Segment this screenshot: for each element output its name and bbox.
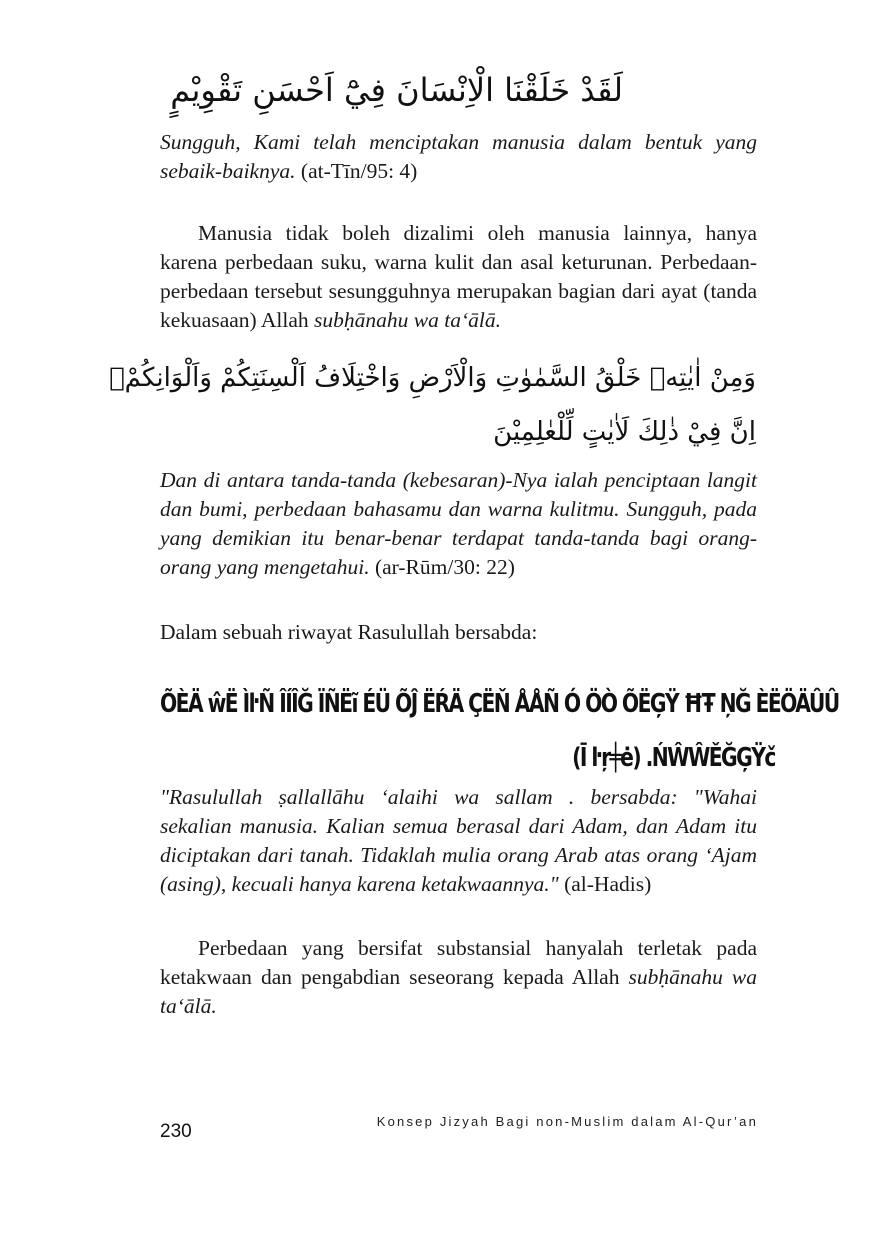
translation-ar-rum xyxy=(160,466,757,582)
citation: (at-Tīn/95: 4) xyxy=(300,159,418,183)
arabic-verse-ar-rum-line2: اِنَّ فِيْ ذٰلِكَ لَاٰيٰتٍ لِّلْعٰلِمِيْنَ xyxy=(493,417,756,447)
citation: (ar-Rūm/30: 22) xyxy=(374,555,515,579)
paragraph-ethnicity xyxy=(160,219,757,335)
page-number: 230 xyxy=(160,1121,192,1142)
hadith-arabic-garbled-line1: ÕÈÄ ŵË ÌŀÑ ÎÍÎĞ ÏÑËĩ ÉÜ ÕĴ ËŔÄ ÇËŇ ÅÅÑ Ó ÖÒ ÕËĢŸ ĦŦ ŅĞ ÈËÖÄÛÛ xyxy=(160,689,839,719)
translation-hadith xyxy=(160,783,757,899)
translation-at-tin xyxy=(160,128,757,186)
citation: (al-Hadis) xyxy=(564,872,652,896)
paragraph-hadith-intro: Dalam sebuah riwayat Rasulullah bersabda: xyxy=(160,620,538,644)
arabic-verse-ar-rum-line1: وَمِنْ اٰيٰتِهٖ خَلْقُ السَّمٰوٰتِ وَالْاَرْضِ وَاخْتِلَافُ اَلْسِنَتِكُمْ وَاَلْوَانِكُمْۗ xyxy=(109,363,756,393)
paragraph-text: Perbedaan yang bersifat substansial hanyalah terletak pada ketakwaan dan pengabdian seseorang kepada Allah xyxy=(160,936,757,989)
translation-text: Dan di antara tanda-tanda (kebesaran)-Nya ialah penciptaan langit dan bumi, perbedaan bahasamu dan warna kulitmu. Sungguh, pada yang demikian itu benar-benar terdapat tanda-tanda bagi orang-orang yang mengetahui. xyxy=(160,468,757,579)
running-footer-title: Konsep Jizyah Bagi non-Muslim dalam Al-Qur’an xyxy=(376,1114,758,1129)
translation-text: Sungguh, Kami telah menciptakan manusia dalam bentuk yang sebaik-baiknya. xyxy=(160,130,757,183)
arabic-verse-at-tin: لَقَدْ خَلَقْنَا الْاِنْسَانَ فِيْٓ اَحْسَنِ تَقْوِيْمٍ xyxy=(170,71,623,109)
hadith-arabic-garbled-line2: (Ī ŀŗ╪ė) .ŃŴŴĚĞĢŸč xyxy=(572,743,775,773)
translation-text: "Rasulullah ṣallallāhu ‘alaihi wa sallam . bersabda: "Wahai sekalian manusia. Kalian semua berasal dari Adam, dan Adam itu diciptakan dari tanah. Tidaklah mulia orang Arab atas orang ‘Ajam (asing), kecuali hanya karena ketakwaannya." xyxy=(160,785,757,896)
honorific: subḥānahu wa ta‘ālā. xyxy=(314,308,501,332)
paragraph-substantial xyxy=(160,934,757,1021)
paragraph-text: Manusia tidak boleh dizalimi oleh manusia lainnya, hanya karena perbedaan suku, warna kulit dan asal keturunan. Perbedaan-perbedaan tersebut sesungguhnya merupakan bagian dari ayat (tanda kekuasaan) Allah xyxy=(160,221,757,332)
honorific: subḥānahu wa ta‘ālā. xyxy=(160,965,758,1018)
